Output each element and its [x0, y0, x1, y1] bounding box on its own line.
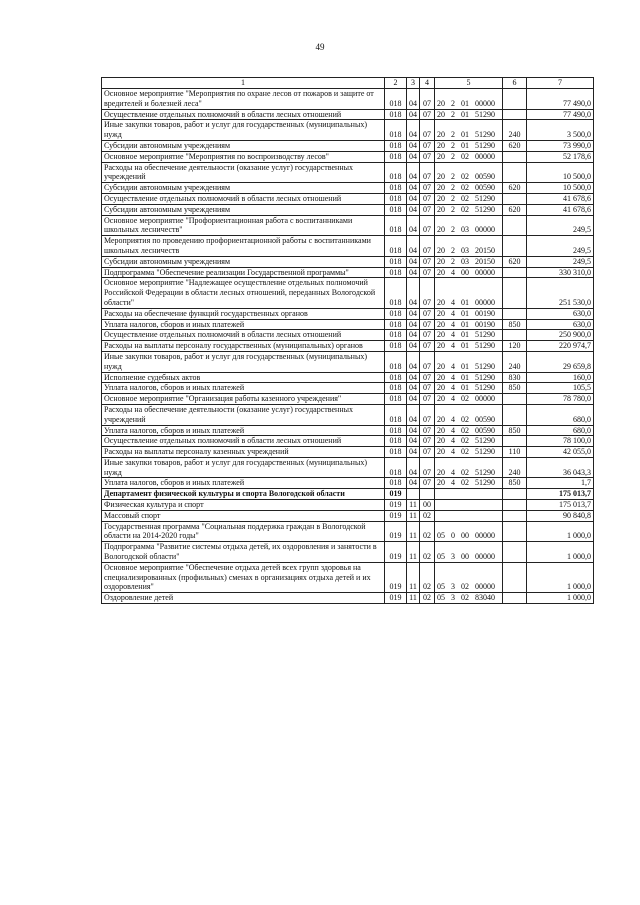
row-ved-cell: 019 — [385, 489, 407, 500]
table-row — [102, 204, 594, 215]
row-name-cell: Уплата налогов, сборов и иных платежей — [102, 383, 385, 394]
row-name-cell: Мероприятия по проведению профориентационной работы с воспитанниками школьных лесничеств — [102, 236, 385, 257]
table-row — [102, 109, 594, 120]
row-amount-cell: 36 043,3 — [527, 457, 594, 478]
table-row — [102, 308, 594, 319]
row-amount-cell: 249,5 — [527, 256, 594, 267]
row-amount-cell: 90 840,8 — [527, 510, 594, 521]
row-amount-cell: 249,5 — [527, 236, 594, 257]
row-ved-cell: 019 — [385, 593, 407, 604]
row-ved-cell: 019 — [385, 500, 407, 511]
row-section-cell: 04 — [407, 89, 420, 110]
row-section-cell: 04 — [407, 372, 420, 383]
row-ved-cell: 018 — [385, 308, 407, 319]
row-subsection-cell: 07 — [420, 447, 435, 458]
header-cell: 2 — [385, 78, 407, 89]
row-section-cell: 04 — [407, 204, 420, 215]
row-amount-cell: 680,0 — [527, 425, 594, 436]
table-row — [102, 162, 594, 183]
row-section-cell: 04 — [407, 183, 420, 194]
table-row — [102, 436, 594, 447]
table-row — [102, 193, 594, 204]
row-target-article-cell: 20 2 01 00000 — [435, 89, 503, 110]
row-ved-cell: 018 — [385, 215, 407, 236]
row-section-cell: 04 — [407, 308, 420, 319]
row-ved-cell: 018 — [385, 151, 407, 162]
row-target-article-cell: 20 4 02 00000 — [435, 394, 503, 405]
row-amount-cell: 680,0 — [527, 404, 594, 425]
table-row — [102, 510, 594, 521]
row-expense-type-cell — [503, 215, 527, 236]
row-section-cell: 04 — [407, 447, 420, 458]
row-amount-cell: 175 013,7 — [527, 500, 594, 511]
table-row — [102, 478, 594, 489]
row-expense-type-cell — [503, 162, 527, 183]
row-name-cell: Уплата налогов, сборов и иных платежей — [102, 478, 385, 489]
row-section-cell: 04 — [407, 215, 420, 236]
budget-table — [101, 77, 594, 604]
table-row — [102, 500, 594, 511]
row-amount-cell: 330 310,0 — [527, 267, 594, 278]
table-row — [102, 404, 594, 425]
row-name-cell: Массовый спорт — [102, 510, 385, 521]
table-row — [102, 120, 594, 141]
row-subsection-cell: 07 — [420, 383, 435, 394]
row-target-article-cell: 20 2 03 20150 — [435, 256, 503, 267]
row-name-cell: Подпрограмма "Обеспечение реализации Государственной программы" — [102, 267, 385, 278]
row-target-article-cell: 20 4 01 51290 — [435, 330, 503, 341]
row-ved-cell: 018 — [385, 319, 407, 330]
row-amount-cell: 630,0 — [527, 319, 594, 330]
row-section-cell: 04 — [407, 256, 420, 267]
row-expense-type-cell: 240 — [503, 120, 527, 141]
row-ved-cell: 018 — [385, 267, 407, 278]
row-name-cell: Основное мероприятие "Организация работы казенного учреждения" — [102, 394, 385, 405]
row-ved-cell: 018 — [385, 204, 407, 215]
row-name-cell: Субсидии автономным учреждениям — [102, 183, 385, 194]
header-cell: 3 — [407, 78, 420, 89]
row-amount-cell: 220 974,7 — [527, 341, 594, 352]
row-amount-cell: 1 000,0 — [527, 562, 594, 592]
row-expense-type-cell — [503, 394, 527, 405]
row-section-cell: 04 — [407, 457, 420, 478]
table-row — [102, 341, 594, 352]
row-ved-cell: 018 — [385, 341, 407, 352]
row-section-cell: 04 — [407, 404, 420, 425]
row-section-cell: 04 — [407, 351, 420, 372]
row-expense-type-cell — [503, 562, 527, 592]
row-ved-cell: 019 — [385, 510, 407, 521]
row-expense-type-cell: 850 — [503, 478, 527, 489]
row-name-cell: Основное мероприятие "Профориентационная работа с воспитанниками школьных лесничеств" — [102, 215, 385, 236]
row-expense-type-cell: 830 — [503, 372, 527, 383]
row-amount-cell: 160,0 — [527, 372, 594, 383]
row-subsection-cell — [420, 489, 435, 500]
table-row — [102, 278, 594, 308]
row-amount-cell: 250 900,0 — [527, 330, 594, 341]
row-name-cell: Уплата налогов, сборов и иных платежей — [102, 425, 385, 436]
row-target-article-cell — [435, 510, 503, 521]
row-subsection-cell: 07 — [420, 183, 435, 194]
row-subsection-cell: 07 — [420, 256, 435, 267]
row-ved-cell: 019 — [385, 542, 407, 563]
row-subsection-cell: 07 — [420, 478, 435, 489]
row-subsection-cell: 07 — [420, 162, 435, 183]
row-expense-type-cell: 620 — [503, 256, 527, 267]
row-expense-type-cell: 620 — [503, 183, 527, 194]
row-target-article-cell: 20 4 01 00000 — [435, 278, 503, 308]
row-section-cell: 04 — [407, 394, 420, 405]
row-expense-type-cell — [503, 267, 527, 278]
row-target-article-cell: 20 4 01 00190 — [435, 319, 503, 330]
row-name-cell: Субсидии автономным учреждениям — [102, 204, 385, 215]
row-expense-type-cell — [503, 542, 527, 563]
row-target-article-cell: 20 2 01 51290 — [435, 109, 503, 120]
row-target-article-cell: 20 4 02 00590 — [435, 425, 503, 436]
row-name-cell: Исполнение судебных актов — [102, 372, 385, 383]
row-ved-cell: 018 — [385, 436, 407, 447]
row-amount-cell: 10 500,0 — [527, 183, 594, 194]
table-row — [102, 447, 594, 458]
table-row — [102, 383, 594, 394]
row-subsection-cell: 07 — [420, 278, 435, 308]
row-amount-cell: 1 000,0 — [527, 593, 594, 604]
row-target-article-cell: 20 2 02 00590 — [435, 183, 503, 194]
row-name-cell: Основное мероприятие "Надлежащее осуществление отдельных полномочий Российской Федерации в области лесных отношений, переданных Вологодской области" — [102, 278, 385, 308]
row-section-cell: 11 — [407, 562, 420, 592]
table-row — [102, 351, 594, 372]
row-subsection-cell: 07 — [420, 394, 435, 405]
row-name-cell: Государственная программа "Социальная поддержка граждан в Вологодской области на 2014-2020 годы" — [102, 521, 385, 542]
table-row — [102, 457, 594, 478]
row-amount-cell: 41 678,6 — [527, 193, 594, 204]
table-row — [102, 562, 594, 592]
row-section-cell: 04 — [407, 383, 420, 394]
row-target-article-cell: 20 2 03 00000 — [435, 215, 503, 236]
row-subsection-cell: 02 — [420, 562, 435, 592]
row-section-cell: 11 — [407, 593, 420, 604]
row-name-cell: Субсидии автономным учреждениям — [102, 256, 385, 267]
row-expense-type-cell — [503, 404, 527, 425]
row-section-cell: 11 — [407, 542, 420, 563]
row-expense-type-cell — [503, 236, 527, 257]
row-expense-type-cell — [503, 151, 527, 162]
row-expense-type-cell — [503, 593, 527, 604]
row-target-article-cell: 20 2 02 51290 — [435, 193, 503, 204]
header-cell: 1 — [102, 78, 385, 89]
row-amount-cell: 78 100,0 — [527, 436, 594, 447]
row-expense-type-cell: 620 — [503, 140, 527, 151]
row-target-article-cell: 20 2 03 20150 — [435, 236, 503, 257]
row-target-article-cell — [435, 500, 503, 511]
row-name-cell: Субсидии автономным учреждениям — [102, 140, 385, 151]
row-target-article-cell: 20 2 02 00590 — [435, 162, 503, 183]
row-name-cell: Уплата налогов, сборов и иных платежей — [102, 319, 385, 330]
row-expense-type-cell: 110 — [503, 447, 527, 458]
row-name-cell: Расходы на обеспечение деятельности (оказание услуг) государственных учреждений — [102, 162, 385, 183]
row-amount-cell: 630,0 — [527, 308, 594, 319]
row-ved-cell: 018 — [385, 372, 407, 383]
table-row — [102, 521, 594, 542]
table-row — [102, 151, 594, 162]
row-ved-cell: 018 — [385, 236, 407, 257]
row-subsection-cell: 07 — [420, 236, 435, 257]
header-cell: 6 — [503, 78, 527, 89]
row-name-cell: Основное мероприятие "Мероприятия по воспроизводству лесов" — [102, 151, 385, 162]
row-subsection-cell: 07 — [420, 89, 435, 110]
row-section-cell: 04 — [407, 436, 420, 447]
row-ved-cell: 018 — [385, 330, 407, 341]
row-amount-cell: 77 490,0 — [527, 89, 594, 110]
row-name-cell: Осуществление отдельных полномочий в области лесных отношений — [102, 193, 385, 204]
row-target-article-cell: 20 4 01 51290 — [435, 372, 503, 383]
row-expense-type-cell — [503, 89, 527, 110]
row-ved-cell: 018 — [385, 162, 407, 183]
table-row — [102, 394, 594, 405]
table-header-row — [102, 78, 594, 89]
table-row — [102, 215, 594, 236]
row-target-article-cell: 20 2 02 51290 — [435, 204, 503, 215]
row-subsection-cell: 07 — [420, 109, 435, 120]
row-section-cell: 04 — [407, 319, 420, 330]
row-amount-cell: 78 780,0 — [527, 394, 594, 405]
row-section-cell: 04 — [407, 162, 420, 183]
table-row — [102, 330, 594, 341]
row-ved-cell: 018 — [385, 478, 407, 489]
row-section-cell: 11 — [407, 510, 420, 521]
row-target-article-cell: 20 4 00 00000 — [435, 267, 503, 278]
row-expense-type-cell — [503, 510, 527, 521]
table-row — [102, 489, 594, 500]
table-row — [102, 425, 594, 436]
row-ved-cell: 018 — [385, 89, 407, 110]
row-target-article-cell: 20 2 02 00000 — [435, 151, 503, 162]
row-ved-cell: 018 — [385, 457, 407, 478]
row-expense-type-cell — [503, 521, 527, 542]
row-amount-cell: 175 013,7 — [527, 489, 594, 500]
row-subsection-cell: 07 — [420, 151, 435, 162]
row-amount-cell: 42 055,0 — [527, 447, 594, 458]
row-amount-cell: 77 490,0 — [527, 109, 594, 120]
row-ved-cell: 018 — [385, 183, 407, 194]
row-ved-cell: 018 — [385, 383, 407, 394]
row-section-cell — [407, 489, 420, 500]
row-subsection-cell: 07 — [420, 341, 435, 352]
row-amount-cell: 251 530,0 — [527, 278, 594, 308]
row-expense-type-cell — [503, 193, 527, 204]
row-section-cell: 04 — [407, 267, 420, 278]
row-ved-cell: 018 — [385, 425, 407, 436]
row-subsection-cell: 07 — [420, 319, 435, 330]
row-subsection-cell: 07 — [420, 204, 435, 215]
row-subsection-cell: 07 — [420, 193, 435, 204]
row-amount-cell: 1,7 — [527, 478, 594, 489]
row-amount-cell: 105,5 — [527, 383, 594, 394]
row-subsection-cell: 07 — [420, 425, 435, 436]
row-subsection-cell: 07 — [420, 351, 435, 372]
row-expense-type-cell: 240 — [503, 457, 527, 478]
row-target-article-cell: 20 2 01 51290 — [435, 140, 503, 151]
row-subsection-cell: 07 — [420, 436, 435, 447]
row-name-cell: Основное мероприятие "Обеспечение отдыха детей всех групп здоровья на специализированных (профильных) сменах в организациях отдыха детей и их оздоровления" — [102, 562, 385, 592]
row-subsection-cell: 02 — [420, 521, 435, 542]
row-amount-cell: 1 000,0 — [527, 521, 594, 542]
row-section-cell: 04 — [407, 151, 420, 162]
table-row — [102, 89, 594, 110]
row-subsection-cell: 07 — [420, 330, 435, 341]
row-amount-cell: 1 000,0 — [527, 542, 594, 563]
row-ved-cell: 018 — [385, 140, 407, 151]
row-name-cell: Расходы на обеспечение деятельности (оказание услуг) государственных учреждений — [102, 404, 385, 425]
row-section-cell: 04 — [407, 330, 420, 341]
row-expense-type-cell — [503, 109, 527, 120]
row-name-cell: Расходы на выплаты персоналу казенных учреждений — [102, 447, 385, 458]
row-subsection-cell: 07 — [420, 308, 435, 319]
row-section-cell: 04 — [407, 109, 420, 120]
row-name-cell: Подпрограмма "Развитие системы отдыха детей, их оздоровления и занятости в Вологодской области" — [102, 542, 385, 563]
row-name-cell: Осуществление отдельных полномочий в области лесных отношений — [102, 330, 385, 341]
row-target-article-cell: 20 4 02 51290 — [435, 447, 503, 458]
row-target-article-cell: 20 4 02 00590 — [435, 404, 503, 425]
row-subsection-cell: 07 — [420, 140, 435, 151]
row-expense-type-cell: 850 — [503, 425, 527, 436]
row-target-article-cell: 20 4 02 51290 — [435, 436, 503, 447]
header-cell: 7 — [527, 78, 594, 89]
row-ved-cell: 018 — [385, 278, 407, 308]
table-row — [102, 183, 594, 194]
row-subsection-cell: 07 — [420, 372, 435, 383]
row-name-cell: Основное мероприятие "Мероприятия по охране лесов от пожаров и защите от вредителей и болезней леса" — [102, 89, 385, 110]
row-target-article-cell: 20 2 01 51290 — [435, 120, 503, 141]
row-ved-cell: 019 — [385, 562, 407, 592]
row-expense-type-cell — [503, 436, 527, 447]
row-target-article-cell — [435, 489, 503, 500]
row-target-article-cell: 20 4 01 00190 — [435, 308, 503, 319]
row-target-article-cell: 05 3 02 83040 — [435, 593, 503, 604]
row-name-cell: Расходы на выплаты персоналу государственных (муниципальных) органов — [102, 341, 385, 352]
row-name-cell: Оздоровление детей — [102, 593, 385, 604]
row-subsection-cell: 02 — [420, 510, 435, 521]
row-expense-type-cell — [503, 489, 527, 500]
row-target-article-cell: 20 4 01 51290 — [435, 351, 503, 372]
table-row — [102, 593, 594, 604]
row-subsection-cell: 07 — [420, 404, 435, 425]
row-section-cell: 11 — [407, 521, 420, 542]
row-target-article-cell: 05 0 00 00000 — [435, 521, 503, 542]
row-ved-cell: 018 — [385, 447, 407, 458]
row-section-cell: 04 — [407, 193, 420, 204]
row-ved-cell: 018 — [385, 256, 407, 267]
row-target-article-cell: 20 4 02 51290 — [435, 478, 503, 489]
page-number: 49 — [315, 42, 325, 52]
row-ved-cell: 018 — [385, 404, 407, 425]
table-row — [102, 236, 594, 257]
row-name-cell: Расходы на обеспечение функций государственных органов — [102, 308, 385, 319]
row-expense-type-cell — [503, 500, 527, 511]
table-row — [102, 267, 594, 278]
row-name-cell: Иные закупки товаров, работ и услуг для государственных (муниципальных) нужд — [102, 351, 385, 372]
row-expense-type-cell: 240 — [503, 351, 527, 372]
row-section-cell: 04 — [407, 278, 420, 308]
row-ved-cell: 018 — [385, 193, 407, 204]
row-subsection-cell: 07 — [420, 457, 435, 478]
row-name-cell: Осуществление отдельных полномочий в области лесных отношений — [102, 109, 385, 120]
row-target-article-cell: 05 3 00 00000 — [435, 542, 503, 563]
row-subsection-cell: 07 — [420, 267, 435, 278]
row-name-cell: Иные закупки товаров, работ и услуг для государственных (муниципальных) нужд — [102, 120, 385, 141]
row-amount-cell: 41 678,6 — [527, 204, 594, 215]
row-subsection-cell: 00 — [420, 500, 435, 511]
row-amount-cell: 3 500,0 — [527, 120, 594, 141]
row-ved-cell: 018 — [385, 394, 407, 405]
row-ved-cell: 018 — [385, 120, 407, 141]
row-target-article-cell: 20 4 01 51290 — [435, 341, 503, 352]
row-section-cell: 04 — [407, 120, 420, 141]
row-expense-type-cell — [503, 308, 527, 319]
row-amount-cell: 73 990,0 — [527, 140, 594, 151]
row-amount-cell: 52 178,6 — [527, 151, 594, 162]
row-expense-type-cell — [503, 330, 527, 341]
row-name-cell: Осуществление отдельных полномочий в области лесных отношений — [102, 436, 385, 447]
table-row — [102, 542, 594, 563]
header-cell: 4 — [420, 78, 435, 89]
header-cell: 5 — [435, 78, 503, 89]
row-ved-cell: 018 — [385, 109, 407, 120]
row-name-cell: Физическая культура и спорт — [102, 500, 385, 511]
row-subsection-cell: 02 — [420, 542, 435, 563]
row-expense-type-cell: 620 — [503, 204, 527, 215]
row-expense-type-cell — [503, 278, 527, 308]
row-subsection-cell: 07 — [420, 215, 435, 236]
row-section-cell: 11 — [407, 500, 420, 511]
table-row — [102, 256, 594, 267]
row-target-article-cell: 20 4 01 51290 — [435, 383, 503, 394]
row-subsection-cell: 07 — [420, 120, 435, 141]
row-expense-type-cell: 850 — [503, 319, 527, 330]
table-row — [102, 319, 594, 330]
row-target-article-cell: 20 4 02 51290 — [435, 457, 503, 478]
row-section-cell: 04 — [407, 425, 420, 436]
row-ved-cell: 018 — [385, 351, 407, 372]
row-section-cell: 04 — [407, 140, 420, 151]
row-subsection-cell: 02 — [420, 593, 435, 604]
table-row — [102, 140, 594, 151]
row-expense-type-cell: 120 — [503, 341, 527, 352]
row-expense-type-cell: 850 — [503, 383, 527, 394]
row-amount-cell: 249,5 — [527, 215, 594, 236]
row-amount-cell: 10 500,0 — [527, 162, 594, 183]
row-section-cell: 04 — [407, 341, 420, 352]
row-target-article-cell: 05 3 02 00000 — [435, 562, 503, 592]
row-amount-cell: 29 659,8 — [527, 351, 594, 372]
table-row — [102, 372, 594, 383]
row-name-cell: Департамент физической культуры и спорта Вологодской области — [102, 489, 385, 500]
row-section-cell: 04 — [407, 236, 420, 257]
row-name-cell: Иные закупки товаров, работ и услуг для государственных (муниципальных) нужд — [102, 457, 385, 478]
row-ved-cell: 019 — [385, 521, 407, 542]
row-section-cell: 04 — [407, 478, 420, 489]
